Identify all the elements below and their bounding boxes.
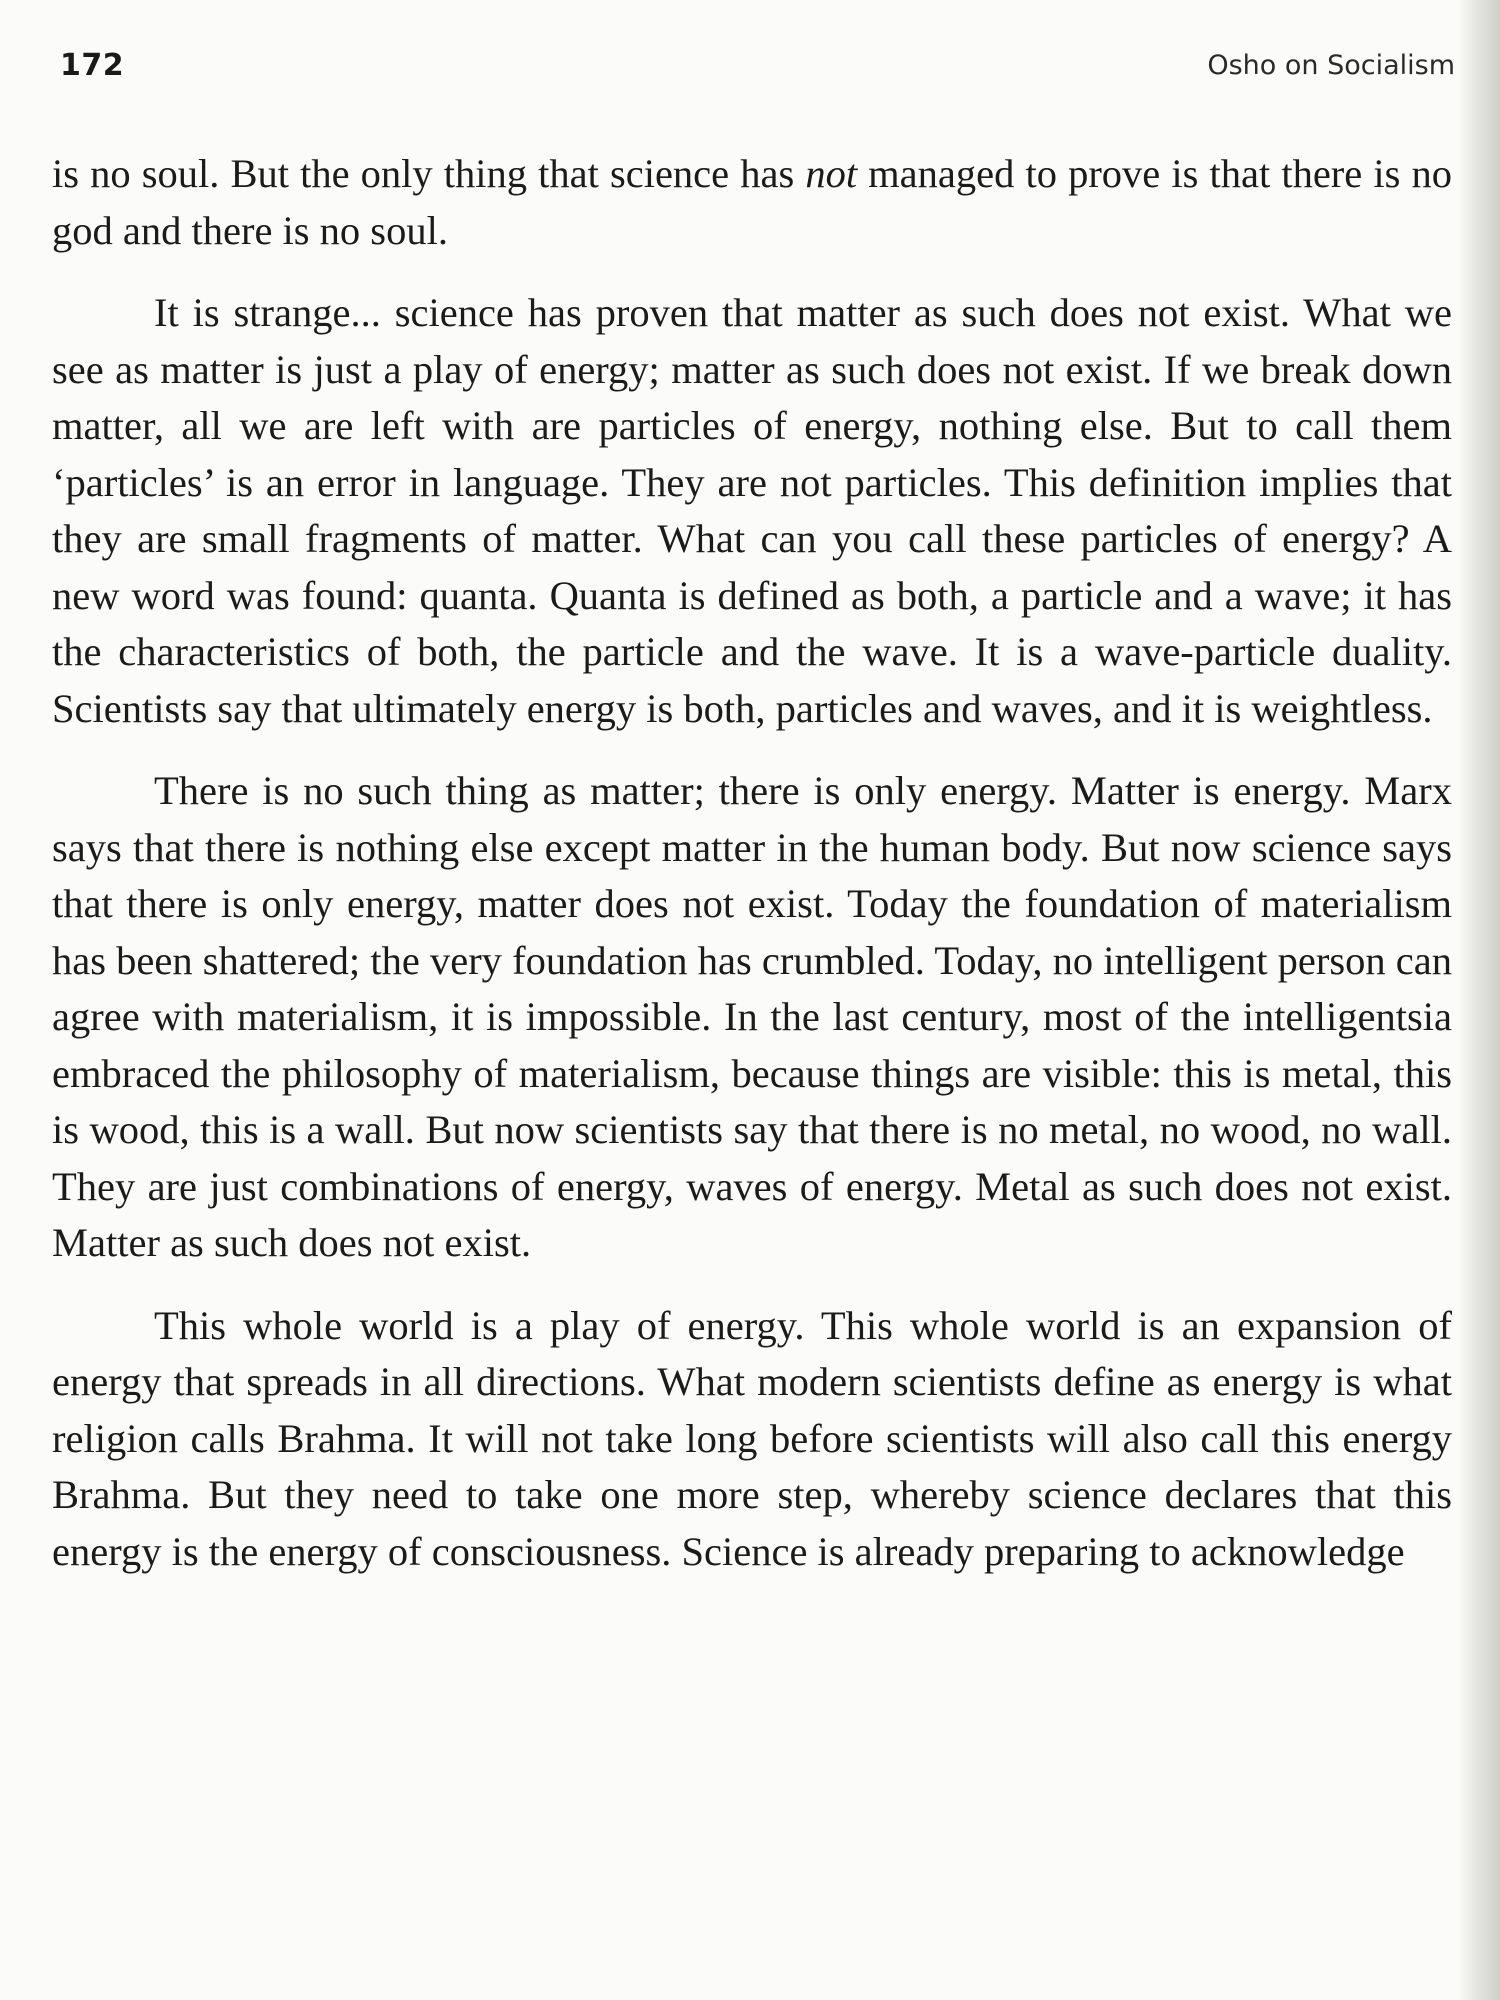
paragraph-3: There is no such thing as matter; there is only energy. Matter is energy. Marx says that there is nothing else except matter in the human body. But now science says that there is only energy, matter does not exist. Today the foundation of materialism has been shattered; the very foundation has crumbled. Today, no intelligent person can agree with materialism, it is impossible. In the last century, most of the intelligentsia embraced the philosophy of materialism, because things are visible: this is metal, this is wood, this is a wall. But now scientists say that there is no metal, no wood, no wall. They are just combinations of energy, waves of energy. Metal as such does not exist. Matter as such does not exist. [52, 768, 1452, 1265]
page-gutter-shadow [1458, 0, 1500, 2000]
paragraph-4: This whole world is a play of energy. This whole world is an expansion of energy that spreads in all directions. What modern scientists define as energy is what religion calls Brahma. It will not take long before scientists will also call this energy Brahma. But they need to take one more step, whereby science declares that this energy is the energy of consciousness. Science is already preparing to acknowledge [52, 1302, 1452, 1574]
paragraph-2: It is strange... science has proven that matter as such does not exist. What we see as matter is just a play of energy; matter as such does not exist. If we break down matter, all we are left with are particles of energy, nothing else. But to call them ‘particles’ is an error in language. They are not particles. This definition implies that they are small fragments of matter. What can you call these particles of energy? A new word was found: quanta. Quanta is defined as both, a particle and a wave; it has the characteristics of both, the particle and the wave. It is a wave-particle duality. Scientists say that ultimately energy is both, particles and waves, and it is weightless. [52, 290, 1452, 731]
body-text [52, 146, 1452, 1580]
paragraph-1-text-start: is no soul. But the only thing that science has [52, 151, 806, 196]
paragraph-1 [52, 146, 1452, 259]
running-head: Osho on Socialism [1207, 50, 1455, 81]
page-header [60, 48, 1455, 88]
paragraph-1-text-end: managed to prove is that there is no god and there is no soul. [52, 151, 1452, 253]
page-number: 172 [60, 48, 125, 83]
italic-emphasis: not [805, 151, 858, 196]
